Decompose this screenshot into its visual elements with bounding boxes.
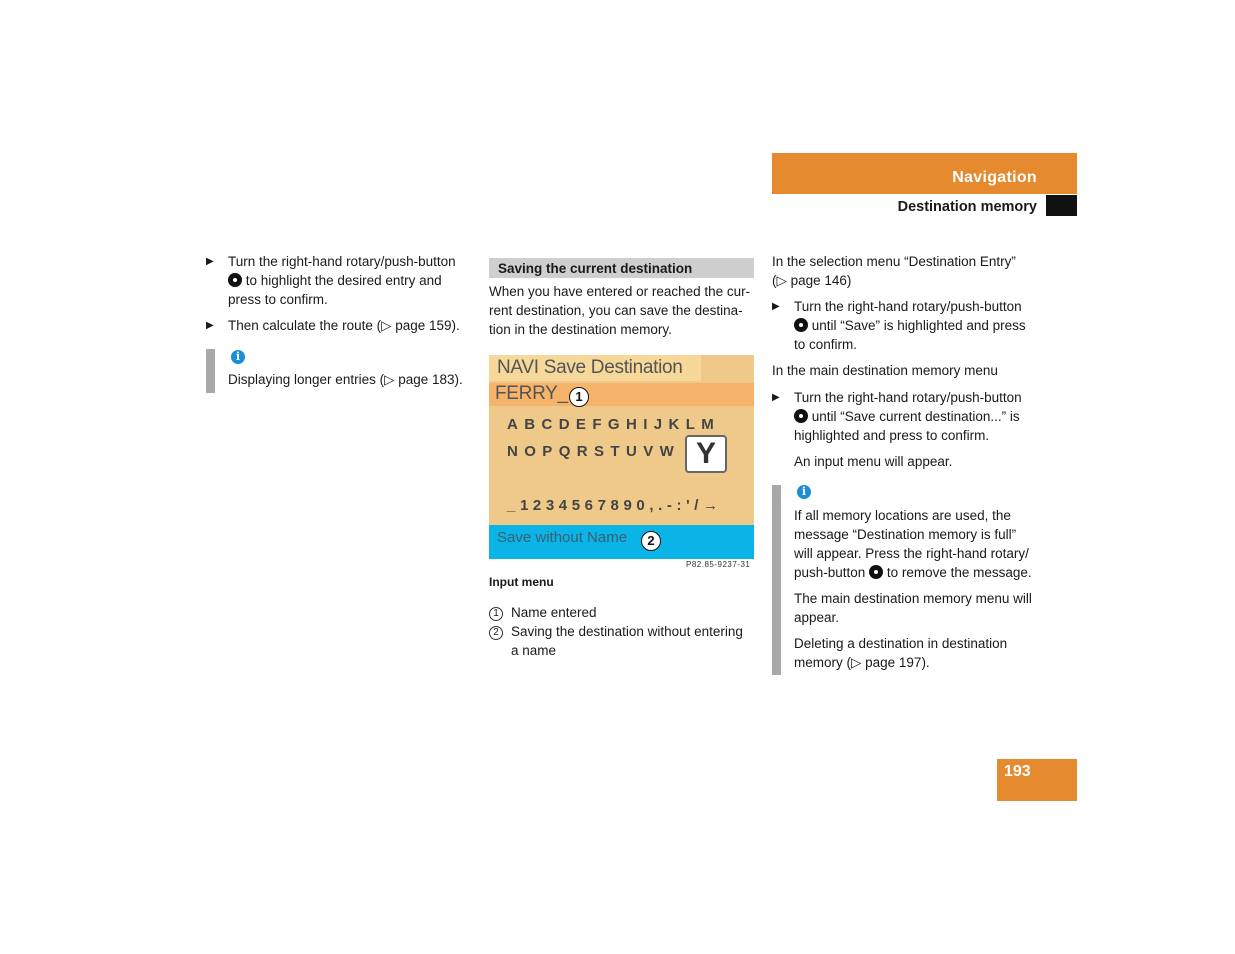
para-line: When you have entered or reached the cur- [489, 284, 751, 299]
info-icon: i [797, 485, 811, 499]
section-subtitle: Destination memory [897, 199, 1037, 215]
legend-item [489, 622, 764, 660]
info-text: Displaying longer entries (▷ page 183). [228, 372, 463, 387]
bullet-arrow-icon: ▶ [772, 301, 780, 312]
para-line: tion in the destination memory. [489, 322, 672, 337]
bullet-arrow-icon: ▶ [206, 320, 214, 331]
info-paragraph-3 [794, 634, 1059, 672]
header-bar [772, 153, 1077, 194]
section-heading-text: Saving the current destination [498, 261, 693, 276]
screen-save-bar [489, 525, 754, 559]
screen-letter-row-1: ABCDEFGHIJKLM [507, 416, 721, 433]
bullet-line: to highlight the desired entry and [245, 273, 442, 288]
chapter-title: Navigation [952, 169, 1037, 186]
col3-bullet-2 [772, 388, 1047, 448]
screen-selected-key: Y [685, 435, 727, 473]
rotary-knob-icon [869, 565, 883, 579]
callout-2: 2 [641, 531, 661, 551]
figure-caption: Input menu [489, 575, 554, 589]
page-number-box [997, 759, 1077, 801]
info-line: If all memory locations are used, the [794, 508, 1011, 523]
col3-result: An input menu will appear. [794, 454, 953, 469]
legend-list [489, 603, 764, 660]
info-line: The main destination memory menu will [794, 591, 1032, 606]
screen-title: NAVI Save Destination [497, 357, 683, 378]
col1-bullet-2 [206, 316, 476, 336]
info-bar [772, 485, 781, 675]
bullet-line: Turn the right-hand rotary/push-button [794, 299, 1022, 314]
legend-text: Saving the destination without entering [511, 624, 743, 639]
screen-input-text: FERRY_ [495, 383, 568, 404]
rotary-knob-icon [794, 318, 808, 332]
screen-letter-row-2: NOPQRSTUVW [507, 443, 681, 460]
bullet-line: Turn the right-hand rotary/push-button [228, 254, 456, 269]
info-line: push-button [794, 565, 866, 580]
info-line: memory (▷ page 197). [794, 655, 930, 670]
bullet-line: until “Save current destination...” is [811, 409, 1020, 424]
bullet-line: Turn the right-hand rotary/push-button [794, 390, 1022, 405]
bullet-line: press to confirm. [228, 292, 328, 307]
info-paragraph-1 [794, 506, 1059, 582]
bullet-line: until “Save” is highlighted and press [811, 318, 1026, 333]
intro-line: In the selection menu “Destination Entry” [772, 254, 1016, 269]
section-heading [489, 258, 754, 278]
bullet-text: Then calculate the route (▷ page 159). [228, 318, 460, 333]
col3-intro-2: In the main destination memory menu [772, 363, 998, 378]
legend-number: 1 [489, 607, 503, 621]
info-line: to remove the message. [886, 565, 1032, 580]
screen-input-bar [489, 383, 754, 406]
info-line: appear. [794, 610, 840, 625]
image-code: P82.85-9237-31 [686, 560, 751, 569]
bullet-line: highlighted and press to confirm. [794, 428, 990, 443]
col3-intro-1 [772, 252, 1047, 290]
screen-number-row: _1234567890,.-:'/→ [507, 497, 723, 514]
navi-screen-image [489, 355, 754, 559]
rotary-knob-icon [228, 273, 242, 287]
info-bar [206, 349, 215, 393]
legend-number: 2 [489, 626, 503, 640]
header-marker-block [1046, 195, 1077, 216]
legend-item [489, 603, 764, 622]
legend-text: Name entered [511, 605, 597, 620]
info-line: message “Destination memory is full” [794, 527, 1017, 542]
info-icon: i [231, 350, 245, 364]
col3-bullet-1 [772, 297, 1047, 357]
info-line: Deleting a destination in destination [794, 636, 1008, 651]
page-number: 193 [1004, 763, 1031, 780]
screen-title-bar [489, 355, 701, 381]
intro-paragraph [489, 282, 759, 339]
legend-text: a name [511, 643, 557, 658]
callout-1: 1 [569, 387, 589, 407]
para-line: rent destination, you can save the destina- [489, 303, 743, 318]
rotary-knob-icon [794, 409, 808, 423]
bullet-line: to confirm. [794, 337, 858, 352]
screen-save-text: Save without Name [497, 529, 628, 546]
info-line: will appear. Press the right-hand rotary/ [794, 546, 1029, 561]
bullet-arrow-icon: ▶ [772, 392, 780, 403]
intro-line: (▷ page 146) [772, 273, 852, 288]
bullet-arrow-icon: ▶ [206, 256, 214, 267]
info-paragraph-2 [794, 589, 1059, 627]
col1-bullet-1 [206, 252, 476, 312]
